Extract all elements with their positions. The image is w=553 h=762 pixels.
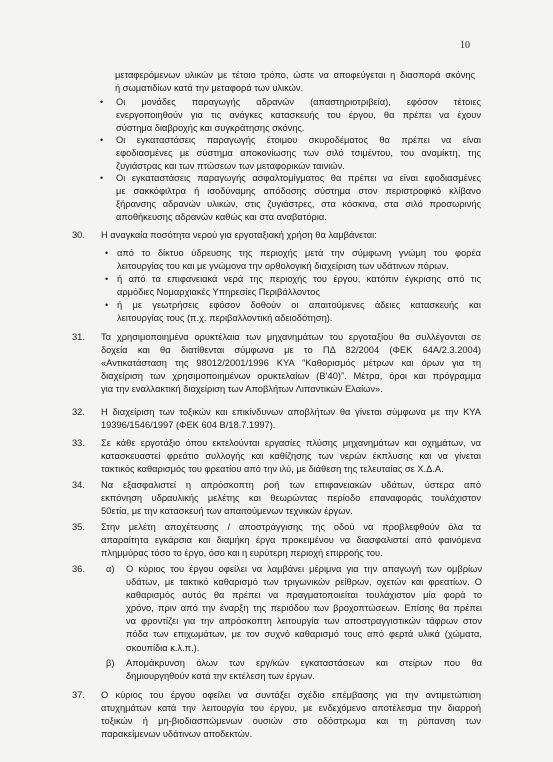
item-number: 37.	[72, 690, 85, 700]
text-line: πλημμύρας τόσο το έργο, όσο και η ευρύτερη περιοχή επιρροής του.	[101, 548, 383, 559]
page-number: 10	[460, 40, 470, 51]
text-line: Στην μελέτη αποχέτευσης / αποστράγγισης της οδού να προβλεφθούν όλα τα	[101, 522, 481, 532]
text-line: υδάτων, με τακτικό καθαρισμό των τριγωνικών ρείθρων, οχετών και φρεατίων. Ο	[126, 577, 482, 588]
text-line: μεταφερόμενων υλικών με τέτοιο τρόπο, ώστε να αποφεύγεται η διασπορά σκόνης	[115, 70, 475, 80]
text-line: από το δίκτυο ύδρευσης της περιοχής μετά την σύμφωνη γνώμη του φορέα	[117, 248, 481, 258]
text-line: Η διαχείριση των τοξικών και επικίνδυνων αποβλήτων θα γίνεται σύμφωνα με την ΚΥΑ	[101, 407, 481, 417]
item-number: 36.	[72, 564, 85, 574]
sub-item-marker: α)	[106, 564, 115, 574]
item-number: 34.	[72, 480, 85, 490]
text-line: χρόνο, πριν από την έναρξη της περιόδου των βροχοπτώσεων. Επίσης θα πρέπει	[126, 603, 482, 614]
text-line: εφοδιασμένες με σύστημα αποκονίωσης των σιλό τσιμέντου, του αναμίκτη, της	[116, 148, 481, 159]
intro-paragraph	[115, 69, 475, 95]
text-line: ξήρανσης αδρανών υλικών, στις ζυγιάστρες, στα κόσκινα, στα σιλό προσωρινής	[116, 199, 481, 210]
text-line: ενεργοποιηθούν για τις ανάγκες κατασκευής του έργου, θα πρέπει να έχουν	[116, 110, 481, 121]
text-line: δοχεία και θα διατίθενται σύμφωνα με το ΠΔ 82/2004 (ΦΕΚ 64Α/2.3.2004)	[101, 345, 481, 356]
text-line: διαχείριση των χρησιμοποιημένων ορυκτελαίων (Β’40)”. Μέτρα, όροι και πρόγραμμα	[101, 371, 481, 382]
bullet-icon: •	[100, 135, 104, 145]
item-text	[101, 331, 481, 396]
item-text	[101, 437, 481, 476]
bullet-icon: •	[105, 300, 109, 310]
text-line: εκπόνηση υδραυλικής μελέτης και θεωρώντας περίοδο επαναφοράς τουλάχιστον	[101, 493, 481, 504]
list-item	[117, 299, 481, 325]
text-line: Η αναγκαία ποσότητα νερού για εργοταξιακή χρήση θα λαμβάνεται:	[101, 230, 377, 240]
text-line: Τα χρησιμοποιημένα ορυκτέλαια των μηχανημάτων του εργοταξίου θα συλλέγονται σε	[101, 332, 481, 342]
text-line: για την εναλλακτική διαχείριση των Αποβλήτων Λιπαντικών Ελαίων».	[101, 384, 383, 395]
item-number: 32.	[72, 407, 85, 417]
text-line: Απομάκρυνση όλων των εργ/κών εγκαταστάσεων και στείρων που θα	[126, 658, 482, 668]
text-line: λειτουργίας τους (π.χ. περιβαλλοντική αδειοδότηση).	[117, 313, 333, 324]
text-line: τοξικών ή μη-βιοδιασπώμενων ουσιών στο οδόστρωμα και τη ρύπανση των	[101, 716, 481, 727]
text-line: απαραίτητα εγκάρσια και διαμήκη έργα προκειμένου να διασφαλιστεί από φαινόμενα	[101, 535, 481, 546]
text-line: καθαρισμός αυτός θα πρέπει να πραγματοποιείται τουλάχιστον μία φορά το	[126, 590, 482, 601]
text-line: τακτικός καθαρισμός του φρεατίου από την ιλύ, με διάθεση της τελευταίας σε Χ.Δ.Α.	[101, 464, 444, 475]
text-line: Σε κάθε εργοτάξιο όπου εκτελούνται εργασίες πλύσης μηχανημάτων και οχημάτων, να	[101, 438, 481, 448]
sub-item-text	[126, 657, 482, 683]
text-line: παρακείμενων υδάτινων αποδεκτών.	[101, 729, 253, 740]
text-line: να φροντίζει για την απρόσκοπτη λειτουργία των αποστραγγιστικών τάφρων στον	[126, 616, 482, 627]
list-item	[116, 172, 481, 224]
text-line: ή με γεωτρήσεις εφόσον δοθούν οι απαιτούμενες άδειες κατασκευής και	[117, 300, 481, 310]
bullet-icon: •	[100, 173, 104, 183]
list-item	[116, 134, 481, 173]
text-line: «Αντικατάσταση της 98012/2001/1996 ΚΥΑ “Καθορισμός μέτρων και όρων για τη	[101, 358, 481, 369]
text-line: Οι εγκαταστάσεις παραγωγής ασφαλτομίγματος θα πρέπει να είναι εφοδιασμένες	[116, 173, 481, 183]
text-line: Ο κύριος του έργου οφείλει να λαμβάνει μέριμνα για την απαγωγή των ομβρίων	[126, 564, 482, 574]
text-line: σκουπίδια κ.λ.π.).	[126, 642, 200, 653]
text-line: Να εξασφαλιστεί η απρόσκοπτη ροή των επιφανειακών υδάτων, ύστερα από	[101, 480, 481, 490]
text-line: 19396/1546/1997 (ΦΕΚ 604 Β/18.7.1997).	[101, 420, 276, 431]
text-line: λειτουργίας του και με γνώμονα την ορθολογική διαχείριση των υδάτινων πόρων.	[117, 261, 449, 272]
sub-item-text	[126, 563, 482, 655]
item-number: 30.	[72, 230, 85, 240]
item-text	[101, 521, 481, 560]
list-item	[116, 96, 481, 135]
item-text	[101, 479, 481, 518]
list-item	[117, 247, 481, 273]
text-line: Ο κύριος του έργου οφείλει να συντάξει σχέδιο επέμβασης για την αντιμετώπιση	[101, 690, 481, 700]
text-line: Οι εγκαταστάσεις παραγωγής έτοιμου σκυροδέματος θα πρέπει να είναι	[116, 135, 481, 145]
item-text	[101, 229, 481, 242]
text-line: με σακκόφιλτρα ή ισοδύναμης απόδοσης σύστημα στον περιστροφικό κλίβανο	[116, 186, 481, 197]
item-number: 33.	[72, 438, 85, 448]
text-line: 50ετία, με την κατασκευή των απαιτούμενων τεχνικών έργων.	[101, 506, 353, 517]
item-text	[101, 406, 481, 432]
item-number: 31.	[72, 332, 85, 342]
list-item	[117, 273, 481, 299]
bullet-icon: •	[100, 97, 104, 107]
text-line: Οι μονάδες παραγωγής αδρανών (απαστηριοτριβεία), εφόσον τέτοιες	[116, 97, 481, 107]
sub-item-marker: β)	[106, 658, 115, 668]
text-line: ζυγιάστρας και των πτώσεων των μεταφορικών ταινιών.	[116, 161, 345, 172]
item-text	[101, 689, 481, 741]
text-line: ατυχημάτων κατά την λειτουργία του έργου, με ενδεχόμενο αποτέλεσμα την διαρροή	[101, 703, 481, 714]
text-line: κατασκευαστεί φρεάτιο συλλογής και καθίζησης των νερών έκπλυσης και να γίνεται	[101, 451, 481, 462]
text-line: αποθήκευσης αδρανών καθώς και στα αναβατόρια.	[116, 212, 327, 223]
bullet-icon: •	[105, 274, 109, 284]
text-line: ή από τα επιφανειακά νερά της περιοχής του έργου, κατόπιν έγκρισης από τις	[117, 274, 481, 284]
text-line: σύστημα διαβροχής και συγκράτησης σκόνης.	[116, 123, 305, 134]
text-line: αρμόδιες Νομαρχιακές Υπηρεσίες Περιβάλλοντος	[117, 287, 320, 298]
item-number: 35.	[72, 522, 85, 532]
text-line: ή σωματιδίων κατά την μεταφορά των υλικών.	[115, 83, 304, 94]
bullet-icon: •	[105, 248, 109, 258]
text-line: πόδα των επιχωμάτων, με τον συχνό καθαρισμό τους από φερτά υλικά (χώματα,	[126, 629, 482, 640]
text-line: δημιουργηθούν κατά την εκτέλεση των έργων.	[126, 671, 315, 682]
